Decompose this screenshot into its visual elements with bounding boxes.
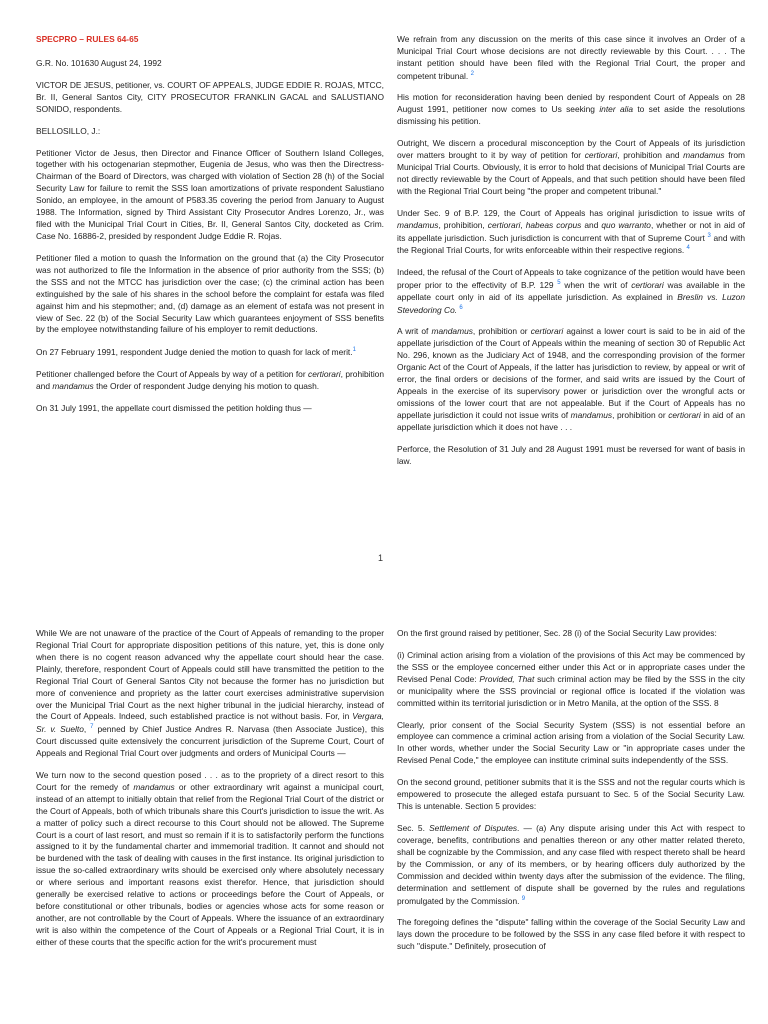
paragraph: On 31 July 1991, the appellate court dismissed the petition holding thus —	[36, 402, 312, 413]
page-1-right-column	[397, 34, 745, 478]
footnote-link[interactable]: 2	[470, 70, 474, 77]
italic-term: certiorari	[530, 326, 564, 337]
text: , whether or not in aid of its appellate jurisdiction. Such jurisdiction is concurrent with that of Supreme Court	[397, 219, 746, 243]
text: from Municipal Trial Courts. Obviously, it is error to hold that decisions of Municipal Trial Courts are not directly reviewable by the Court of Appeals, and that such petition should have been filed with the Regional Trial Court being "the proper and competent tribunal."	[397, 150, 746, 196]
paragraph: While We are not unaware of the practice of the Court of Appeals of remanding to the proper Regional Trial Court for appropriate disposition petitions of this nature, yet, this is done only when there is no cogent reason advanced why the appellate court should hear the case. Plainly, therefore, respondent Court of Appeals could still have transmitted the petition to the Regional Trial Court of General Santos City not because the former has no jurisdiction but more of convenience and propriety as the latter court exercises administrative supervision over the Municipal Trial Court as the next higher tribunal in the judicial hierarchy, instead of the Court of Appeals. Indeed, such established practice is not without basis. For, in Vergara, Sr. v. Suelto, $^7$ penned by Chief Justice Andres R. Narvasa (then Associate Justice), this Court discussed quite extensively the concurrent jurisdiction of the Supreme Court, Court of Appeals and Regional Trial Court over judgments and orders of Municipal Courts —	[36, 628, 384, 759]
text: penned by Chief Justice Andres R. Narvasa (then Associate Justice), this Court discussed quite extensively the concurrent jurisdiction of the Supreme Court, Court of Appeals and Regional Trial Court over judgments and orders of Municipal Courts —	[36, 724, 384, 759]
text: in aid of an appellate jurisdiction which it does not have . . .	[397, 409, 745, 432]
paragraph	[36, 346, 384, 359]
page-separator	[0, 576, 768, 618]
text: , prohibition and	[36, 369, 384, 391]
text: Under Sec. 9 of B.P. 129, the Court of Appeals has original jurisdiction to issue writs of	[397, 207, 745, 218]
italic-term: mandamus	[133, 781, 175, 792]
page-2-right-column	[397, 628, 745, 963]
section-title: Settlement of Disputes	[429, 822, 518, 833]
paragraph: On the first ground raised by petitioner, Sec. 28 (i) of the Social Security Law provides:	[397, 628, 717, 638]
footnote-link[interactable]: 6	[459, 304, 463, 311]
document-header: SPECPRO – RULES 64-65	[36, 34, 139, 44]
quote-paragraph	[397, 34, 745, 82]
footnote-link[interactable]: 3	[707, 232, 711, 239]
text: Outright, We discern a procedural misconception by the Court of Appeals of its jurisdiction over matters brought to it by way of petition for	[397, 138, 745, 161]
text: and	[581, 219, 602, 230]
text: and with the Regional Trial Courts, for writs enforceable within their respective regions.	[397, 232, 746, 256]
case-number: G.R. No. 101630 August 24, 1992	[36, 57, 162, 68]
text: to set aside the resolutions dismissing his petition.	[397, 104, 745, 127]
text: , prohibition,	[438, 219, 488, 230]
text: was available in the appellate court only in aid of its appellate jurisdiction. As explained in	[397, 279, 746, 302]
italic-term: certiorari	[487, 219, 521, 230]
paragraph: Perforce, the Resolution of 31 July and 28 August 1991 must be reversed for want of basis in law.	[397, 443, 745, 466]
text: We refrain from any discussion on the merits of this case since it involves an Order of a Municipal Trial Court whose decisions are not directly reviewable by this Court. . . . The instant petition should have been filed with the Regional Trial Court, the proper and competent tribunal.	[397, 34, 745, 81]
italic-term: inter alia	[599, 104, 633, 115]
italic-term: mandamus	[683, 150, 725, 161]
paragraph: Petitioner Victor de Jesus, then Director and Finance Officer of Southern Island Colleges, together with his octogenarian stepmother, Eugenia de Jesus, who was then the Directress-Chairman of the Board of Directors, was charged with violation of Section 28 (h) of the Social Security Law for failure to remit the SSS loan amortizations of private respondent Salustiano Sonido, an employee, in the amount of P583.35 covering the period from January to August 1988. The Information, signed by Third Assistant City Prosecutor Andres Lorenzo, Jr., was filed with the Municipal Trial Court in Cities, Br. II, General Santos City, docketed as Crim. Case No. 16886-2, presided by respondent Judge Eddie R. Rojas.	[36, 147, 384, 241]
text: His motion for reconsideration having been denied by respondent Court of Appeals on 28 August 1991, petitioner now comes to Us seeking	[397, 92, 745, 115]
text: On 27 February 1991, respondent Judge denied the motion to quash for lack of merit.	[36, 347, 353, 358]
text: ,	[520, 219, 526, 230]
paragraph	[397, 267, 745, 316]
quote-paragraph	[36, 770, 384, 949]
italic-term: certiorari	[308, 369, 341, 380]
italic-term: mandamus	[431, 326, 473, 337]
footnote-link[interactable]: 9	[521, 895, 526, 902]
italic-term: mandamus	[52, 381, 94, 391]
text: such criminal action may be filed by the SSS in the city or municipality where the SSS provincial or regional office is located if the violation was committed within its territorial jurisdiction or in Metro Manila, at the option of the SSS. 8	[397, 673, 745, 708]
text: , prohibition or	[612, 409, 669, 420]
text: While We are not unaware of the practice of the Court of Appeals of remanding to the proper Regional Trial Court for appropriate disposition petitions of this nature, yet, this is done only when there is no cogent reason advanced why the appellate court should hear the case. Plainly, therefore, respondent Court of Appeals could still have transmitted the petition to the Regional Trial Court of General Santos City not because the former has no jurisdiction but more of convenience and propriety as the latter court exercises administrative supervision over the Municipal Trial Court as the next higher tribunal in the judicial hierarchy, instead of the Court of Appeals. Indeed, such established practice is not without basis. For, in	[36, 628, 384, 722]
italic-term: certiorari	[584, 150, 618, 161]
paragraph: The foregoing defines the "dispute" falling within the coverage of the Social Security Law and lays down the procedure to be followed by the SSS in any case filed before it with respect to such "dispute." Definitely, prosecution of	[397, 917, 745, 952]
quote-paragraph	[397, 823, 745, 907]
footnote-link[interactable]: 1	[352, 347, 356, 354]
footnote-link[interactable]: 7	[90, 724, 94, 731]
footnote-link[interactable]: 5	[557, 280, 561, 287]
italic-term: quo warranto	[601, 219, 651, 230]
text: Petitioner challenged before the Court of Appeals by way of a petition for	[36, 369, 309, 380]
case-parties: VICTOR DE JESUS, petitioner, vs. COURT OF APPEALS, JUDGE EDDIE R. ROJAS, MTCC, Br. II, General Santos City, CITY PROSECUTOR FRANKLIN GACAL and SALUSTIANO SONIDO, respondents.	[36, 79, 384, 114]
italic-term: certiorari	[668, 409, 701, 420]
page-2	[0, 618, 768, 1024]
text: We turn now to the second question posed . . . as to the propriety of a direct resort to this Court for the remedy of	[36, 769, 384, 792]
text: A writ of	[397, 326, 432, 337]
footnote-link[interactable]: 4	[686, 245, 690, 252]
paragraph: Clearly, prior consent of the Social Security System (SSS) is not essential before an employee can commence a criminal action arising from a violation of the Social Security Law. In other words, whether under the Social Security Law or "in appropriate cases under the Revised Penal Code," the employee can institute criminal suits independently of the SSS.	[397, 719, 745, 766]
text: , prohibition and	[617, 150, 684, 161]
page-2-left-column	[36, 628, 384, 959]
text: , prohibition or	[472, 326, 531, 337]
italic-term: Provided, That	[479, 673, 535, 684]
paragraph	[397, 208, 745, 257]
text: . — (a) Any dispute arising under this Act with respect to coverage, benefits, contributions and penalties thereon or any other matter related thereto, shall be cognizable by the Commission, and any case filed with respect thereto shall be heard by the Commission, or any of its members, or by hearing officers duly authorized by the Commission and decided within twenty days after the submission of the evidence. The filing, determination and settlement of dispute shall be governed by the rules and regulations promulgated by the Commission.	[397, 822, 745, 906]
paragraph: On the second ground, petitioner submits that it is the SSS and not the regular courts which is empowered to prosecute the alleged estafa pursuant to Sec. 5 of the Social Security Law. This is untenable. Section 5 provides:	[397, 777, 745, 812]
text: Sec. 5.	[397, 822, 430, 833]
case-citation: Vergara, Sr. v. Suelto	[36, 711, 384, 735]
page-1-left-column	[36, 34, 384, 425]
italic-term: habeas corpus	[525, 219, 582, 230]
text: the Order of respondent Judge denying his motion to quash.	[93, 381, 320, 391]
italic-term: mandamus	[397, 219, 439, 230]
text: or other extraordinary writ against a municipal court, instead of an attempt to initially obtain that relief from the Regional Trial Court of the district or the Court of Appeals, both of which tribunals share this Court's jurisdiction to issue the writ. As a matter of policy such a direct recourse to this Court should not be allowed. The Supreme Court is a court of last resort, and must so remain if it is to satisfactorily perform the functions assigned to it by the fundamental charter and immemorial tradition. It cannot and should not be burdened with the task of dealing with causes in the first instance. Its original jurisdiction to issue the so-called extraordinary writs should be exercised only where absolutely necessary or where serious and important reasons exist therefor. Hence, that jurisdiction should generally be exercised relative to actions or proceedings before the Court of Appeals, or before constitutional or other tribunals, bodies or agencies whose acts for some reason or another, are not controllable by the Court of Appeals. Where the issuance of an extraordinary writ is also within the competence of the Court of Appeals or a Regional Trial Court, it is in either of these courts that the specific action for the writ's procurement must	[36, 781, 384, 947]
text: Indeed, the refusal of the Court of Appeals to take cognizance of the petition would have been proper prior to the effectivity of B.P. 129	[397, 267, 745, 290]
text: against a lower court is said to be in aid of the appellate jurisdiction of the Court of Appeals within the meaning of section 30 of Republic Act No. 296, known as the Judiciary Act of 1948, and the corresponding provision of the former Organic Act of the Court of Appeals, if the latter has jurisdiction to review, by appeal or writ of error, the final orders or decisions of the former, and said writs are issued by the Court of Appeals in the exercise of its supervisory power or jurisdiction over the wrongful acts or omissions of the lower court that are not appealable. But if the Court of Appeals has no appellate jurisdiction it could not issue writs of	[397, 326, 745, 420]
quote-paragraph	[397, 650, 745, 710]
paragraph	[397, 92, 745, 128]
italic-term: certiorari	[631, 279, 664, 290]
paragraph: Petitioner filed a motion to quash the Information on the ground that (a) the City Prosecutor was not authorized to file the Information in the absence of prior authority from the SSS; (b) the SSS and not the MTCC has jurisdiction over the case; (c) the criminal action has been extinguished by the sale of his shares in the school before the complaint for estafa was filed against him and his stepmother; and, (d) damage as an element of estafa was not present in view of Sec. 22 (b) of the Social Security Law which guarantees enjoyment of SSS benefits by the employee notwithstanding failure of his employer to remit deductions.	[36, 252, 384, 335]
text: when the writ of	[560, 279, 632, 290]
italic-term: mandamus	[570, 409, 613, 420]
paragraph	[397, 138, 745, 198]
text: (i) Criminal action arising from a violation of the provisions of this Act may be commenced by the SSS or the employee concerned either under this Act or in appropriate cases under the Revised Penal Code:	[397, 649, 745, 684]
paragraph	[36, 369, 384, 393]
quote-paragraph	[397, 326, 745, 433]
page-number: 1	[378, 553, 384, 563]
ponente: BELLOSILLO, J.:	[36, 125, 101, 136]
case-citation: Breslin vs. Luzon Stevedoring Co.	[397, 291, 745, 315]
